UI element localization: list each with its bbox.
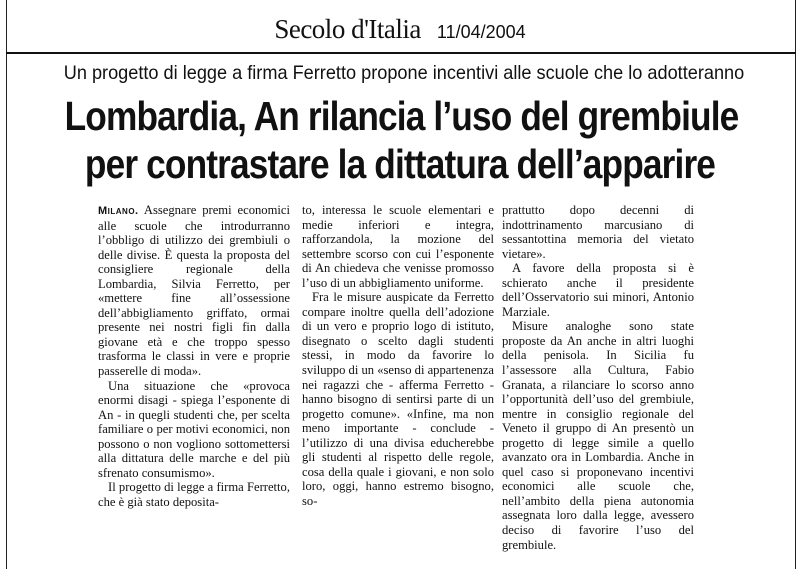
article-column-3 <box>502 203 694 552</box>
dateline: Milano. <box>98 205 139 217</box>
article-column-1 <box>98 203 290 509</box>
article-column-2 <box>302 203 494 508</box>
publication-date: 11/04/2004 <box>436 22 526 42</box>
headline-line-1: Lombardia, An rilancia l’uso del grembiule <box>64 93 739 139</box>
page-border-right <box>795 0 796 569</box>
paragraph: prattutto dopo decenni di indottrinamento marcusiano di sessantottina memoria del vietato vietare». <box>502 203 694 261</box>
paragraph: Una situazione che «provoca enormi disagi - spiega l’esponente di An - in quegli studenti che, per scelta familiare o per motivi economici, non possono o non vogliono sottomettersi alla dittatura delle marche e del più sfrenato consumismo». <box>98 378 290 480</box>
paragraph: A favore della proposta si è schierato anche il presidente dell’Osservatorio sui minori, Antonio Marziale. <box>502 261 694 319</box>
newspaper-name: Secolo d'Italia <box>274 14 421 44</box>
paragraph: Fra le misure auspicate da Ferretto compare inoltre quella dell’adozione di un vero e proprio logo di istituto, disegnato o scelto dagli studenti stessi, in modo da favorire lo sviluppo di un «senso di appartenenza nei ragazzi che - afferma Ferretto - hanno bisogno di sentirsi parte di un progetto comune». «Infine, ma non meno importante - conclude - l’utilizzo di una divisa educherebbe gli studenti al rispetto delle regole, cosa della quale i giovani, e non solo loro, oggi, hanno estremo bisogno, so- <box>302 290 495 508</box>
masthead <box>0 14 800 45</box>
article-headline <box>64 92 739 188</box>
paragraph: Milano. Assegnare premi economici alle scuole che introdurranno l’obbligo di utilizzo dei grembiuli o delle divise. È questa la proposta del consigliere regionale della Lombardia, Silvia Ferretto, per «mettere fine all’ossessione dell’abbigliamento griffato, ormai presente nei nostri figli fin dalla giovane età e che troppo spesso trasforma le classi in vere e proprie passerelle di moda». <box>98 203 290 379</box>
article-kicker: Un progetto di legge a firma Ferretto propone incentivi alle scuole che lo adotteranno <box>63 62 745 84</box>
masthead-rule <box>6 52 796 54</box>
paragraph: Il progetto di legge a firma Ferretto, che è già stato deposita- <box>98 480 290 509</box>
paragraph: to, interessa le scuole elementari e medie inferiori e integra, rafforzandola, la mozione del settembre scorso con cui l’esponente di An chiedeva che venisse promosso l’uso di un abbigliamento uniforme. <box>302 203 494 290</box>
headline-line-2: per contrastare la dittatura dell’apparire <box>84 141 716 187</box>
paragraph: Misure analoghe sono state proposte da An anche in altri luoghi della penisola. In Sicilia fu l’assessore alla Cultura, Fabio Granata, a rilanciare lo scorso anno l’opportunità dell’uso del grembiule, mentre in consiglio regionale del Veneto il gruppo di An presentò un progetto di legge simile a quello avanzato ora in Lombardia. Anche in quel caso si proponevano incentivi economici alle scuole che, nell’ambito della piena autonomia assegnata loro dalla legge, avessero deciso di favorire l’uso del grembiule. <box>502 319 694 552</box>
page-border-left <box>6 0 7 569</box>
